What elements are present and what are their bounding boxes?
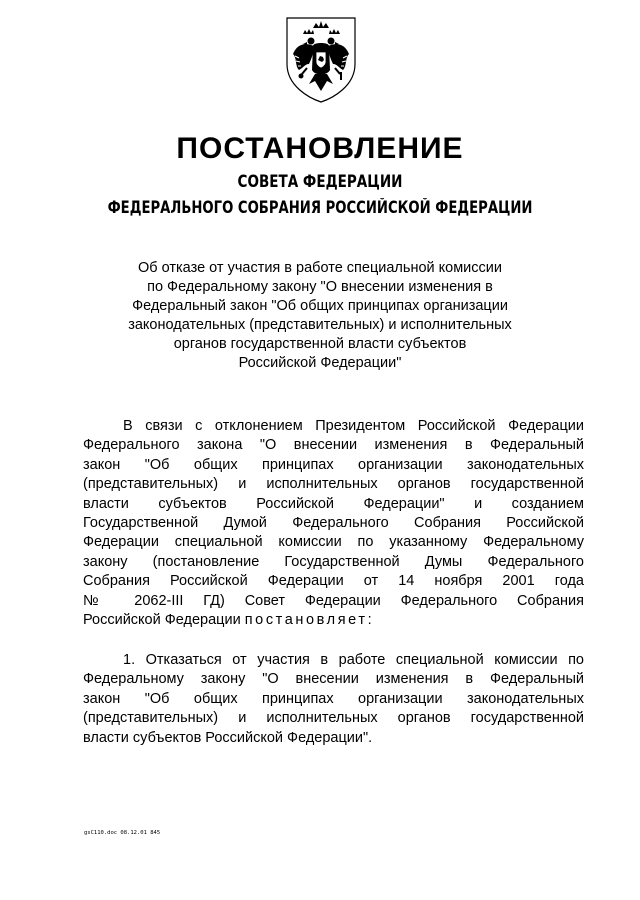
subject-line: законодательных (представительных) и исполнительных xyxy=(128,317,512,333)
item-1-line: власти субъектов Российской Федерации". xyxy=(83,729,373,746)
item-1-line: 1. Отказаться от участия в работе специальной комиссии по xyxy=(123,652,584,668)
resolution-keyword: постановляет: xyxy=(244,611,375,628)
preamble-last-line xyxy=(83,611,584,630)
subject-line: органов государственной власти субъектов xyxy=(173,336,467,352)
subject-line: Федеральный закон "Об общих принципах организации xyxy=(132,298,508,314)
preamble-line: (представительных) и исполнительных органов государственной xyxy=(83,476,584,493)
item-1-line: закон "Об общих принципах организации законодательных xyxy=(83,690,584,707)
subject-line: Российской Федерации" xyxy=(238,355,402,371)
item-1-paragraph xyxy=(83,651,584,748)
preamble-line: В связи с отклонением Президентом Российской Федерации xyxy=(123,418,584,434)
file-code-footer: gsC110.doc 08.12.01 845 xyxy=(84,830,161,836)
subject-line: по Федеральному закону "О внесении изменения в xyxy=(147,279,493,295)
preamble-line: закон "Об общих принципах организации законодательных xyxy=(83,456,584,473)
issuing-body: СОВЕТА ФЕДЕРАЦИИ xyxy=(237,172,403,191)
document-subject xyxy=(80,259,560,373)
preamble-line: № 2062-III ГД) Совет Федерации Федерального Собрания xyxy=(83,592,584,609)
subject-line: Об отказе от участия в работе специальной комиссии xyxy=(138,260,502,276)
item-1-line: (представительных) и исполнительных органов государственной xyxy=(83,710,584,727)
preamble-line: власти субъектов Российской Федерации" и созданием xyxy=(83,495,584,512)
preamble-line: закону (постановление Государственной Думы Федерального xyxy=(83,553,584,570)
preamble-paragraph xyxy=(83,417,584,630)
item-1-line: Федеральному закону "О внесении изменения в Федеральный xyxy=(83,671,584,688)
coat-of-arms-icon xyxy=(283,14,359,104)
preamble-line: Собрания Российской Федерации от 14 ноября 2001 года xyxy=(83,573,584,590)
issuing-body-parent: ФЕДЕРАЛЬНОГО СОБРАНИЯ РОССИЙСКОЙ ФЕДЕРАЦИИ xyxy=(107,198,533,217)
preamble-line: Федерального закона "О внесении изменения в Федеральный xyxy=(83,437,584,454)
document-title: ПОСТАНОВЛЕНИЕ xyxy=(176,132,464,165)
preamble-line: Государственной Думой Федерального Собрания Российской xyxy=(83,514,584,531)
preamble-line: Федерации специальной комиссии по указанному Федеральному xyxy=(83,534,584,551)
preamble-line-prefix: Российской Федерации xyxy=(83,611,245,628)
